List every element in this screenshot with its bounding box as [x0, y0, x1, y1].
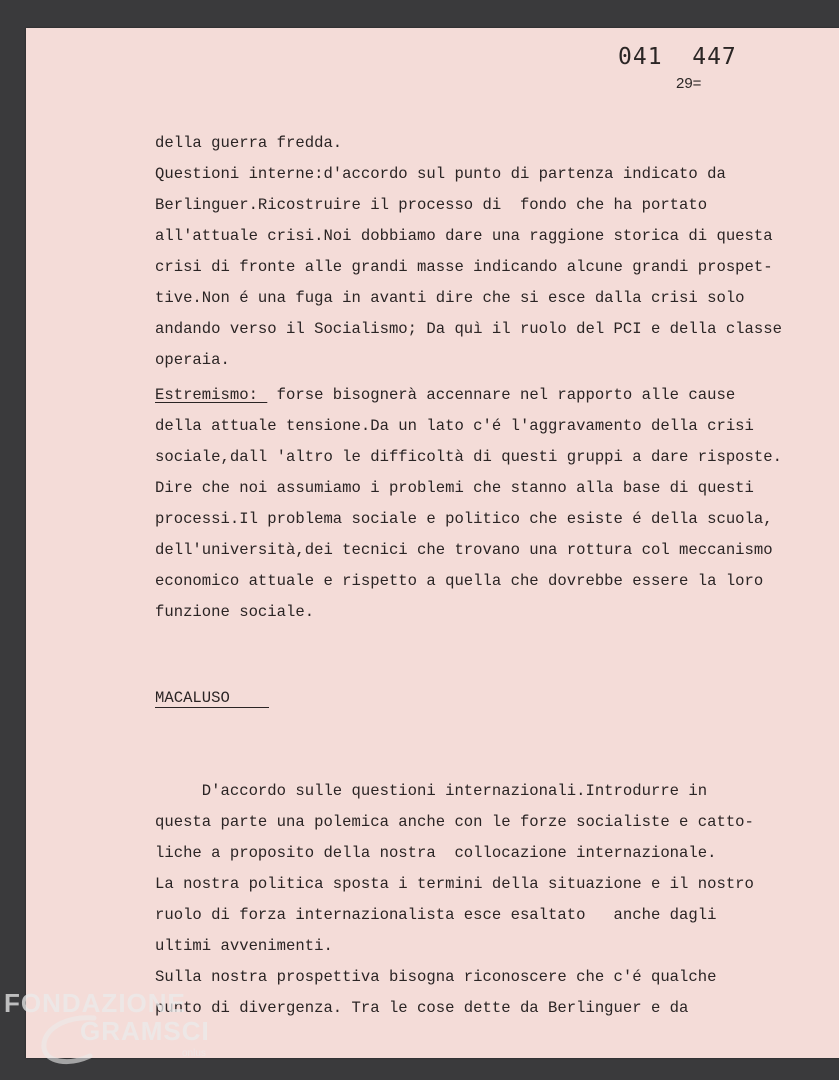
text-line: funzione sociale.	[155, 603, 315, 621]
text-line: andando verso il Socialismo; Da quì il ruolo del PCI e della classe	[155, 320, 782, 338]
text-line: tive.Non é una fuga in avanti dire che si esce dalla crisi solo	[155, 289, 745, 307]
text-line: dell'università,dei tecnici che trovano una rottura col meccanismo	[155, 541, 773, 559]
text-line: sociale,dall 'altro le difficoltà di questi gruppi a dare risposte.	[155, 448, 782, 466]
page-number: 29=	[676, 75, 702, 92]
extremism-label: Estremismo:	[155, 386, 268, 404]
text-line: ultimi avvenimenti.	[155, 937, 333, 955]
text-line: operaia.	[155, 351, 230, 369]
text-line: della guerra fredda.	[155, 134, 343, 152]
archive-number: 041 447	[618, 44, 737, 70]
text-line: Berlinguer.Ricostruire il processo di fondo che ha portato	[155, 196, 708, 214]
text-line: economico attuale e rispetto a quella che dovrebbe essere la loro	[155, 572, 764, 590]
text-line: all'attuale crisi.Noi dobbiamo dare una raggione storica di questa	[155, 227, 773, 245]
text-line: La nostra politica sposta i termini della situazione e il nostro	[155, 875, 754, 893]
extremism-text: forse bisognerà accennare nel rapporto alle cause	[267, 386, 736, 404]
watermark-suffix: onlus	[182, 1048, 206, 1059]
text-line: ruolo di forza internazionalista esce esaltato anche dagli	[155, 906, 717, 924]
heading-underline	[155, 707, 269, 708]
text-line: Questioni interne:d'accordo sul punto di partenza indicato da	[155, 165, 726, 183]
text-line: processi.Il problema sociale e politico che esiste é della scuola,	[155, 510, 773, 528]
watermark-line-1: FONDAZIONE	[4, 988, 186, 1018]
text-line: liche a proposito della nostra collocazione internazionale.	[155, 844, 717, 862]
text-line: della attuale tensione.Da un lato c'é l'aggravamento della crisi	[155, 417, 754, 435]
watermark-line-2: GRAMSCI	[80, 1016, 210, 1046]
speaker-heading: MACALUSO	[155, 689, 230, 707]
text-line: crisi di fronte alle grandi masse indicando alcune grandi prospet-	[155, 258, 773, 276]
text-line: Sulla nostra prospettiva bisogna riconoscere che c'é qualche	[155, 968, 717, 986]
text-line: questa parte una polemica anche con le forze socialiste e catto-	[155, 813, 754, 831]
text-line: Dire che noi assumiamo i problemi che stanno alla base di questi	[155, 479, 754, 497]
text-line: punto di divergenza. Tra le cose dette da Berlinguer e da	[155, 999, 689, 1017]
text-line: D'accordo sulle questioni internazionali.Introdurre in	[155, 782, 708, 800]
extremism-paragraph-start	[155, 385, 735, 405]
